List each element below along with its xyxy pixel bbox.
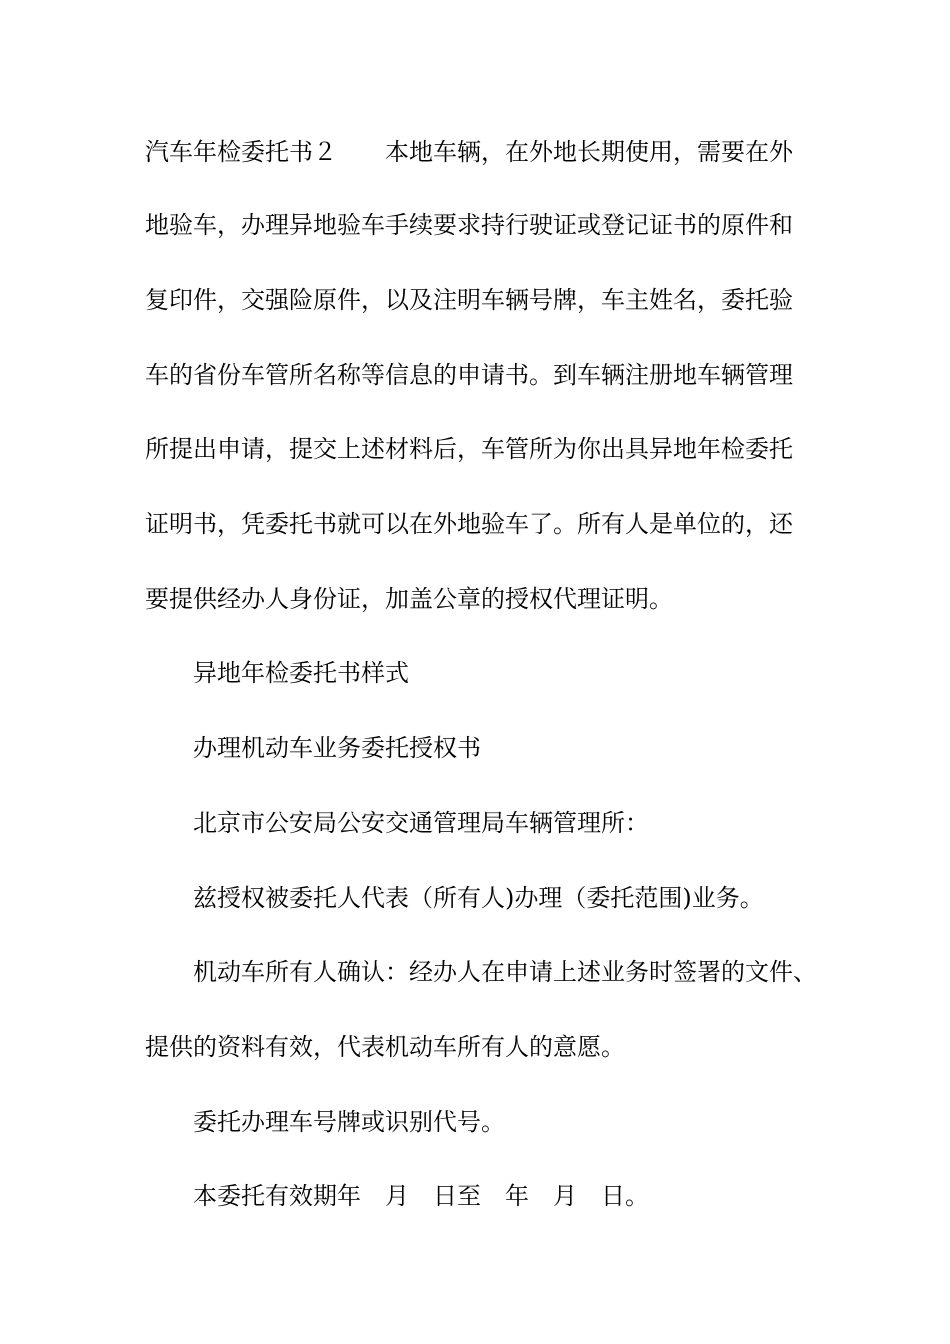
paragraph-line: 委托办理车号牌或识别代号。	[193, 1108, 505, 1136]
paragraph-line: 机动车所有人确认：经办人在申请上述业务时签署的文件、	[193, 958, 817, 986]
paragraph-line: 本委托有效期年 月 日至 年 月 日。	[193, 1182, 649, 1210]
paragraph-line: 车的省份车管所名称等信息的申请书。到车辆注册地车辆管理	[145, 361, 793, 389]
addressee-line: 北京市公安局公安交通管理局车辆管理所：	[193, 809, 649, 837]
document-title: 办理机动车业务委托授权书	[193, 734, 481, 762]
paragraph-line: 汽车年检委托书２ 本地车辆，在外地长期使用，需要在外	[145, 138, 793, 166]
paragraph-line: 地验车，办理异地验车手续要求持行驶证或登记证书的原件和	[145, 211, 793, 239]
paragraph-line: 兹授权被委托人代表（所有人)办理（委托范围)业务。	[193, 884, 764, 912]
paragraph-line: 证明书，凭委托书就可以在外地验车了。所有人是单位的，还	[145, 510, 793, 538]
paragraph-line: 所提出申请，提交上述材料后，车管所为你出具异地年检委托	[145, 435, 793, 463]
paragraph-line: 复印件，交强险原件，以及注明车辆号牌，车主姓名，委托验	[145, 286, 793, 314]
paragraph-line: 要提供经办人身份证，加盖公章的授权代理证明。	[145, 585, 673, 613]
paragraph-line: 提供的资料有效，代表机动车所有人的意愿。	[145, 1033, 625, 1061]
section-title: 异地年检委托书样式	[193, 659, 409, 687]
